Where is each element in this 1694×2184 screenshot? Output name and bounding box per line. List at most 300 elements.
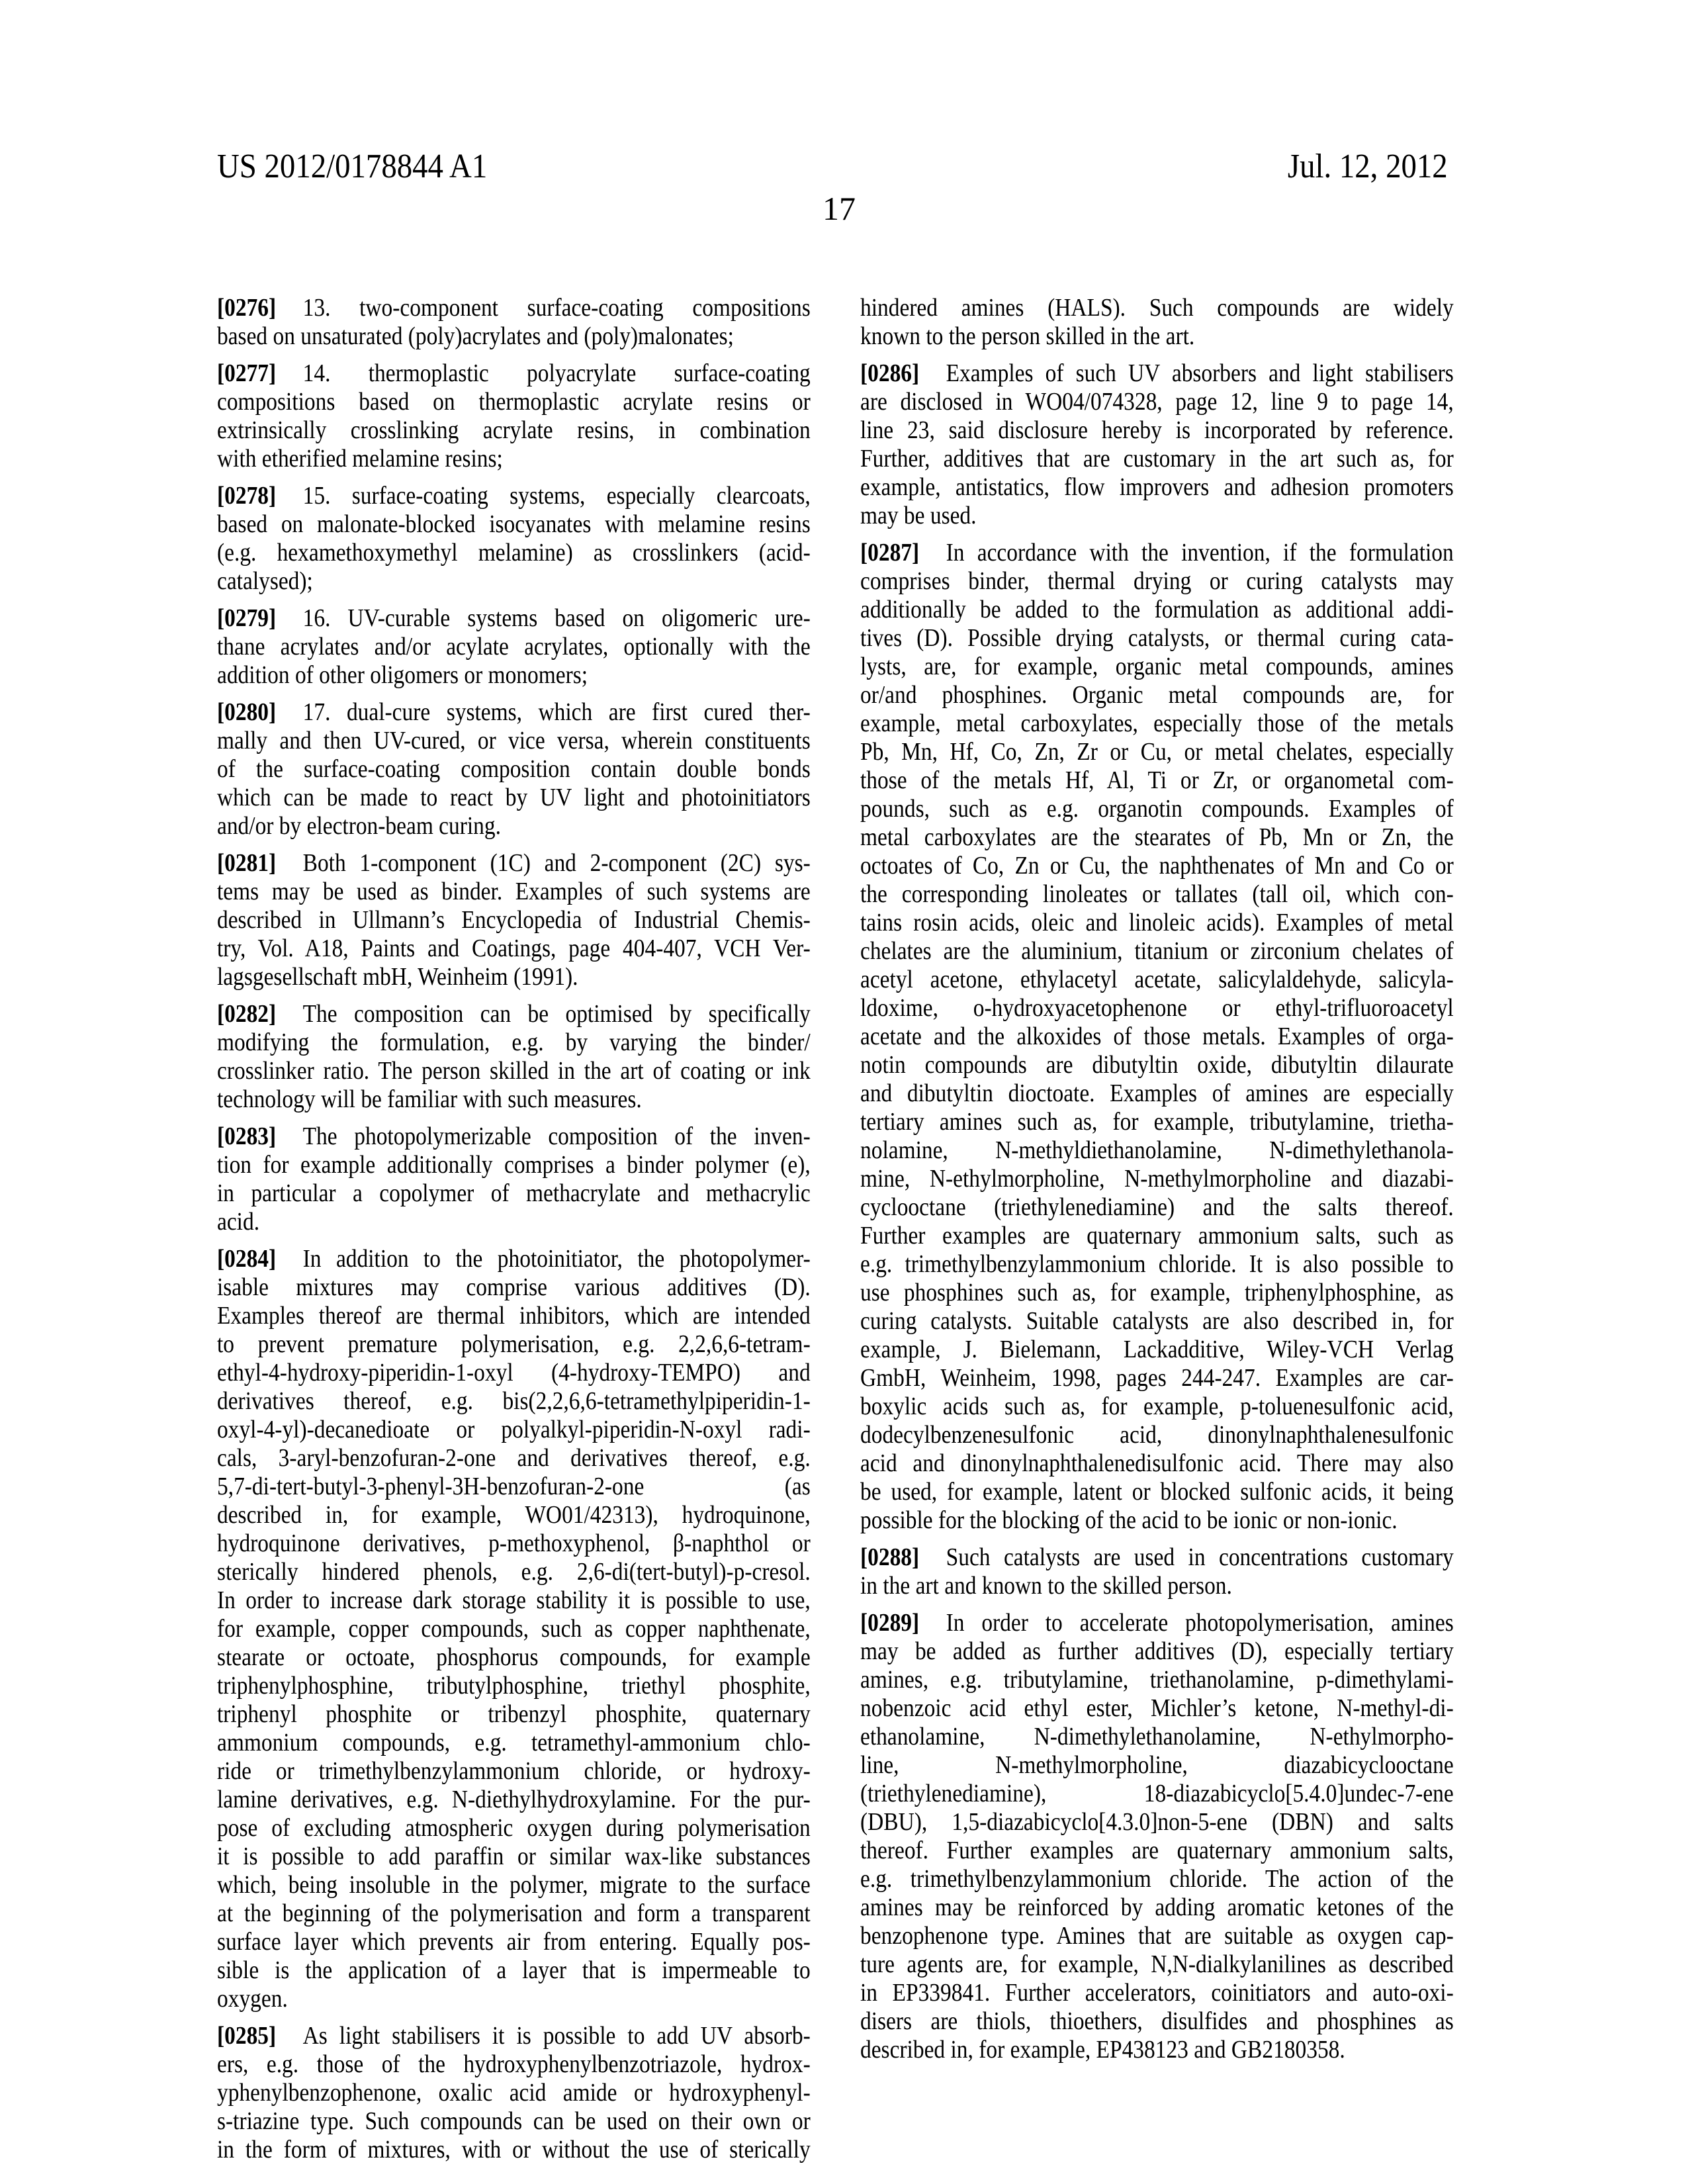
text-line — [860, 766, 1454, 795]
line-content — [860, 1723, 1454, 1751]
publication-date: Jul. 12, 2012 — [1288, 147, 1448, 187]
line-content — [860, 1165, 1454, 1193]
line-content — [217, 1028, 811, 1057]
text-line — [860, 2036, 1454, 2064]
text-line — [217, 1359, 811, 1387]
line-text: GmbH, Weinheim, 1998, pages 244-247. Examples are car- — [860, 1364, 1454, 1392]
line-text: ldoxime, o-hydroxyacetophenone or ethyl-trifluoroacetyl — [860, 994, 1454, 1022]
text-line — [217, 849, 811, 878]
line-content — [217, 1444, 811, 1473]
line-content — [217, 1330, 811, 1359]
line-text: In accordance with the invention, if the formulation — [946, 539, 1454, 567]
paragraph — [860, 1543, 1454, 1600]
line-text: crosslinker ratio. The person skilled in the art of coating or ink — [217, 1057, 811, 1085]
line-text: tains rosin acids, oleic and linoleic acids). Examples of metal — [860, 909, 1454, 936]
line-text: which can be made to react by UV light and photoinitiators — [217, 784, 811, 811]
line-content — [217, 1956, 811, 1985]
text-line — [217, 2050, 811, 2079]
text-line — [860, 1279, 1454, 1307]
line-text: In order to increase dark storage stability it is possible to use, — [217, 1586, 811, 1614]
text-line — [860, 653, 1454, 681]
line-content — [860, 1922, 1454, 1950]
line-text: technology will be familiar with such measures. — [217, 1085, 642, 1113]
text-line — [860, 359, 1454, 388]
line-content — [860, 1780, 1454, 1808]
line-text: modifying the formulation, e.g. by varying the binder/ — [217, 1028, 811, 1056]
publication-number: US 2012/0178844 A1 — [217, 147, 487, 187]
text-line — [217, 2022, 811, 2050]
text-line — [217, 1273, 811, 1302]
line-text: boxylic acids such as, for example, p-toluenesulfonic acid, — [860, 1392, 1454, 1420]
line-text: line 23, said disclosure hereby is incorporated by reference. — [860, 416, 1454, 444]
text-line — [860, 1780, 1454, 1808]
line-text: triphenyl phosphite or tribenzyl phosphite, quaternary — [217, 1700, 811, 1728]
line-content — [860, 1421, 1454, 1449]
text-line — [860, 1751, 1454, 1780]
line-content — [217, 1899, 811, 1928]
text-line — [217, 1057, 811, 1085]
line-text: tives (D). Possible drying catalysts, or thermal curing cata- — [860, 624, 1454, 652]
text-line — [860, 1449, 1454, 1478]
line-content — [217, 1871, 811, 1899]
line-text: In order to accelerate photopolymerisation, amines — [946, 1609, 1454, 1637]
text-line — [217, 1085, 811, 1114]
line-text: disers are thiols, thioethers, disulfides and phosphines as — [860, 2007, 1454, 2035]
line-content — [217, 1473, 811, 1501]
line-content — [860, 1136, 1454, 1165]
line-content — [217, 1000, 811, 1028]
line-content — [860, 1543, 1454, 1572]
paragraph-number: [0276] — [217, 294, 276, 322]
line-content — [860, 653, 1454, 681]
text-line — [860, 1193, 1454, 1222]
text-line — [217, 604, 811, 633]
line-text: cals, 3-aryl-benzofuran-2-one and derivatives thereof, e.g. — [217, 1444, 811, 1472]
line-text: pose of excluding atmospheric oxygen during polymerisation — [217, 1814, 811, 1842]
text-line — [217, 1757, 811, 1786]
line-content — [860, 1250, 1454, 1279]
line-content — [860, 1307, 1454, 1336]
line-content — [860, 1023, 1454, 1051]
text-line — [860, 1222, 1454, 1250]
text-line — [217, 1122, 811, 1151]
line-content — [860, 1193, 1454, 1222]
line-text: cyclooctane (triethylenediamine) and the salts thereof. — [860, 1193, 1454, 1221]
line-text: derivatives thereof, e.g. bis(2,2,6,6-tetramethylpiperidin-1- — [217, 1387, 811, 1415]
text-line — [217, 1843, 811, 1871]
line-text: line, N-methylmorpholine, diazabicyclooctane — [860, 1751, 1454, 1779]
line-content — [860, 1279, 1454, 1307]
line-text: dodecylbenzenesulfonic acid, dinonylnaphthalenesulfonic — [860, 1421, 1454, 1449]
text-line — [217, 727, 811, 755]
line-text: Examples thereof are thermal inhibitors, which are intended — [217, 1302, 811, 1330]
line-text: those of the metals Hf, Al, Ti or Zr, or organometal com- — [860, 766, 1454, 794]
line-text: tems may be used as binder. Examples of such systems are — [217, 878, 811, 905]
line-content — [217, 812, 811, 841]
text-line — [860, 738, 1454, 766]
line-content — [217, 445, 811, 473]
text-line — [217, 1928, 811, 1956]
line-text: oxygen. — [217, 1985, 288, 2013]
text-line — [860, 1250, 1454, 1279]
line-content — [217, 1985, 811, 2013]
text-line — [217, 1330, 811, 1359]
line-content — [217, 1273, 811, 1302]
line-content — [860, 766, 1454, 795]
line-text: 15. surface-coating systems, especially clearcoats, — [303, 482, 811, 510]
text-line — [860, 681, 1454, 709]
text-line — [217, 294, 811, 322]
line-content — [217, 784, 811, 812]
line-content — [860, 2036, 1454, 2064]
line-content — [217, 934, 811, 963]
paragraph — [217, 1245, 811, 2013]
line-text: described in Ullmann’s Encyclopedia of Industrial Chemis- — [217, 906, 811, 934]
line-text: notin compounds are dibutyltin oxide, dibutyltin dilaurate — [860, 1051, 1454, 1079]
text-line — [217, 1501, 811, 1529]
text-line — [860, 1572, 1454, 1600]
text-line — [217, 1700, 811, 1729]
line-content — [217, 604, 811, 633]
line-text: ers, e.g. those of the hydroxyphenylbenzotriazole, hydrox- — [217, 2050, 811, 2078]
line-content — [217, 1558, 811, 1586]
line-text: surface layer which prevents air from entering. Equally pos- — [217, 1928, 811, 1956]
line-content — [217, 1729, 811, 1757]
line-content — [860, 1609, 1454, 1637]
line-content — [217, 2079, 811, 2107]
text-line — [860, 445, 1454, 473]
paragraph-number: [0279] — [217, 604, 276, 632]
line-content — [217, 2050, 811, 2079]
line-content — [860, 1079, 1454, 1108]
line-content — [860, 1666, 1454, 1694]
line-text: Such catalysts are used in concentrations customary — [946, 1543, 1454, 1571]
line-content — [217, 1786, 811, 1814]
text-line — [217, 1302, 811, 1330]
text-line — [217, 2136, 811, 2164]
line-text: Both 1-component (1C) and 2-component (2C) sys- — [303, 849, 811, 877]
line-content — [217, 294, 811, 322]
line-content — [217, 1359, 811, 1387]
text-line — [860, 1307, 1454, 1336]
line-text: stearate or octoate, phosphorus compounds, for example — [217, 1643, 811, 1671]
line-text: in EP339841. Further accelerators, coinitiators and auto-oxi- — [860, 1979, 1454, 2007]
line-content — [217, 1387, 811, 1416]
paragraph — [217, 604, 811, 690]
line-content — [860, 738, 1454, 766]
text-line — [217, 1899, 811, 1928]
line-text: mally and then UV-cured, or vice versa, wherein constituents — [217, 727, 811, 754]
line-content — [217, 755, 811, 784]
line-text: extrinsically crosslinking acrylate resins, in combination — [217, 416, 811, 444]
text-line — [860, 937, 1454, 966]
line-text: nobenzoic acid ethyl ester, Michler’s ketone, N-methyl-di- — [860, 1694, 1454, 1722]
paragraph — [217, 2022, 811, 2164]
line-text: (DBU), 1,5-diazabicyclo[4.3.0]non-5-ene (DBN) and salts — [860, 1808, 1454, 1836]
text-line — [217, 1558, 811, 1586]
line-content — [217, 698, 811, 727]
line-text: (triethylenediamine), 18-diazabicyclo[5.4.0]undec-7-ene — [860, 1780, 1454, 1807]
line-text: ride or trimethylbenzylammonium chloride, or hydroxy- — [217, 1757, 811, 1785]
line-text: isable mixtures may comprise various additives (D). — [217, 1273, 811, 1301]
line-content — [217, 906, 811, 934]
line-text: 5,7-di-tert-butyl-3-phenyl-3H-benzofuran-2-one (as — [217, 1473, 811, 1500]
line-content — [217, 1085, 811, 1114]
line-text: in the form of mixtures, with or without the use of sterically — [217, 2136, 811, 2163]
paragraph-number: [0277] — [217, 359, 276, 387]
line-content — [860, 1364, 1454, 1392]
line-content — [217, 1416, 811, 1444]
line-content — [860, 1893, 1454, 1922]
line-text: thereof. Further examples are quaternary ammonium salts, — [860, 1837, 1454, 1864]
line-text: sterically hindered phenols, e.g. 2,6-di(tert-butyl)-p-cresol. — [217, 1558, 811, 1586]
line-content — [860, 1979, 1454, 2007]
line-content — [860, 539, 1454, 567]
text-line — [860, 596, 1454, 624]
text-line — [860, 1694, 1454, 1723]
line-content — [860, 1336, 1454, 1364]
text-line — [860, 1506, 1454, 1535]
line-text: try, Vol. A18, Paints and Coatings, page 404-407, VCH Ver- — [217, 934, 811, 962]
line-text: sible is the application of a layer that is impermeable to — [217, 1956, 811, 1984]
text-line — [860, 1837, 1454, 1865]
line-text: ethanolamine, N-dimethylethanolamine, N-ethylmorpho- — [860, 1723, 1454, 1751]
text-line — [860, 1543, 1454, 1572]
line-content — [217, 482, 811, 510]
line-text: with etherified melamine resins; — [217, 445, 503, 473]
text-line — [860, 1478, 1454, 1506]
line-text: pounds, such as e.g. organotin compounds. Examples of — [860, 795, 1454, 823]
line-content — [860, 502, 1454, 530]
line-text: benzophenone type. Amines that are suitable as oxygen cap- — [860, 1922, 1454, 1950]
text-line — [860, 1609, 1454, 1637]
line-text: comprises binder, thermal drying or curing catalysts may — [860, 567, 1454, 595]
text-line — [217, 1444, 811, 1473]
line-content — [860, 445, 1454, 473]
text-line — [860, 1364, 1454, 1392]
line-content — [217, 727, 811, 755]
line-content — [860, 823, 1454, 852]
line-text: in the art and known to the skilled person. — [860, 1572, 1232, 1600]
text-line — [860, 966, 1454, 994]
text-line — [860, 567, 1454, 596]
text-line — [860, 1865, 1454, 1893]
paragraph — [860, 294, 1454, 351]
line-text: or/and phosphines. Organic metal compounds are, for — [860, 681, 1454, 709]
line-content — [217, 1208, 811, 1236]
paragraph — [217, 1000, 811, 1114]
text-line — [217, 1729, 811, 1757]
paragraph — [217, 698, 811, 841]
line-content — [860, 1449, 1454, 1478]
line-text: Further, additives that are customary in the art such as, for — [860, 445, 1454, 473]
text-line — [217, 633, 811, 661]
line-text: thane acrylates and/or acylate acrylates, optionally with the — [217, 633, 811, 660]
line-text: are disclosed in WO04/074328, page 12, line 9 to page 14, — [860, 388, 1454, 416]
line-text: amines may be reinforced by adding aromatic ketones of the — [860, 1893, 1454, 1921]
text-line — [217, 1956, 811, 1985]
text-line — [217, 698, 811, 727]
line-text: In addition to the photoinitiator, the photopolymer- — [303, 1245, 811, 1273]
text-line — [860, 709, 1454, 738]
line-content — [860, 1751, 1454, 1780]
line-text: acetyl acetone, ethylacetyl acetate, salicylaldehyde, salicyla- — [860, 966, 1454, 993]
line-content — [217, 1757, 811, 1786]
line-text: based on unsaturated (poly)acrylates and (poly)malonates; — [217, 322, 734, 350]
line-content — [217, 633, 811, 661]
line-content — [860, 416, 1454, 445]
line-text: ethyl-4-hydroxy-piperidin-1-oxyl (4-hydroxy-TEMPO) and — [217, 1359, 811, 1387]
text-line — [217, 539, 811, 567]
text-line — [860, 880, 1454, 909]
text-line — [217, 2107, 811, 2136]
line-text: acid and dinonylnaphthalenedisulfonic acid. There may also — [860, 1449, 1454, 1477]
paragraph — [217, 1122, 811, 1236]
page-number: 17 — [823, 189, 856, 228]
line-content — [860, 1950, 1454, 1979]
text-line — [217, 1672, 811, 1700]
line-content — [217, 2136, 811, 2164]
text-line — [860, 1023, 1454, 1051]
text-line — [860, 1893, 1454, 1922]
line-content — [217, 388, 811, 416]
left-column — [217, 294, 811, 2164]
line-text: 13. two-component surface-coating compositions — [303, 294, 811, 322]
text-line — [860, 852, 1454, 880]
paragraph — [217, 849, 811, 991]
line-text: use phosphines such as, for example, triphenylphosphine, as — [860, 1279, 1454, 1306]
line-text: e.g. trimethylbenzylammonium chloride. The action of the — [860, 1865, 1454, 1893]
text-line — [217, 1871, 811, 1899]
line-text: 16. UV-curable systems based on oligomeric ure- — [303, 604, 811, 632]
line-text: acetate and the alkoxides of those metals. Examples of orga- — [860, 1023, 1454, 1050]
text-line — [860, 502, 1454, 530]
line-content — [860, 322, 1454, 351]
line-content — [860, 1478, 1454, 1506]
text-line — [860, 994, 1454, 1023]
line-text: based on malonate-blocked isocyanates with melamine resins — [217, 510, 811, 538]
line-text: lagsgesellschaft mbH, Weinheim (1991). — [217, 963, 578, 991]
line-content — [860, 1865, 1454, 1893]
line-content — [860, 795, 1454, 823]
line-content — [217, 567, 811, 596]
line-text: 17. dual-cure systems, which are first cured ther- — [303, 698, 811, 726]
line-text: and/or by electron-beam curing. — [217, 812, 501, 840]
text-line — [217, 1786, 811, 1814]
line-content — [860, 1051, 1454, 1079]
line-text: ammonium compounds, e.g. tetramethyl-ammonium chlo- — [217, 1729, 811, 1756]
line-text: hydroquinone derivatives, p-methoxyphenol, β-naphthol or — [217, 1529, 811, 1557]
text-line — [217, 1208, 811, 1236]
text-line — [217, 322, 811, 351]
line-text: addition of other oligomers or monomers; — [217, 661, 588, 689]
text-line — [860, 416, 1454, 445]
line-content — [860, 1506, 1454, 1535]
paragraph-number: [0287] — [860, 539, 919, 567]
line-text: example, J. Bielemann, Lackadditive, Wiley-VCH Verlag — [860, 1336, 1454, 1363]
paragraph-number: [0282] — [217, 1000, 276, 1028]
line-text: s-triazine type. Such compounds can be used on their own or — [217, 2107, 811, 2135]
line-content — [860, 294, 1454, 322]
line-content — [217, 1179, 811, 1208]
line-text: e.g. trimethylbenzylammonium chloride. It is also possible to — [860, 1250, 1454, 1278]
text-line — [217, 1416, 811, 1444]
line-text: described in, for example, WO01/42313), hydroquinone, — [217, 1501, 811, 1529]
text-line — [217, 1245, 811, 1273]
line-text: metal carboxylates are the stearates of Pb, Mn or Zn, the — [860, 823, 1454, 851]
line-content — [217, 539, 811, 567]
right-column — [860, 294, 1454, 2064]
paragraph-number: [0280] — [217, 698, 276, 726]
line-content — [217, 849, 811, 878]
paragraph — [217, 482, 811, 596]
paragraph-number: [0285] — [217, 2022, 276, 2050]
line-content — [217, 510, 811, 539]
text-line — [860, 1421, 1454, 1449]
text-line — [217, 963, 811, 991]
line-content — [217, 878, 811, 906]
text-line — [217, 878, 811, 906]
text-line — [217, 1000, 811, 1028]
line-content — [217, 1700, 811, 1729]
paragraph-number: [0283] — [217, 1122, 276, 1150]
line-content — [217, 1643, 811, 1672]
line-content — [860, 388, 1454, 416]
line-content — [217, 1529, 811, 1558]
line-content — [217, 963, 811, 991]
line-content — [217, 1122, 811, 1151]
text-line — [217, 934, 811, 963]
line-content — [860, 2007, 1454, 2036]
line-text: Pb, Mn, Hf, Co, Zn, Zr or Cu, or metal chelates, especially — [860, 738, 1454, 766]
text-line — [217, 482, 811, 510]
text-line — [860, 1392, 1454, 1421]
line-text: ture agents are, for example, N,N-dialkylanilines as described — [860, 1950, 1454, 1978]
line-content — [860, 567, 1454, 596]
line-text: chelates are the aluminium, titanium or zirconium chelates of — [860, 937, 1454, 965]
line-content — [217, 1245, 811, 1273]
line-text: yphenylbenzophenone, oxalic acid amide or hydroxyphenyl- — [217, 2079, 811, 2107]
text-line — [860, 1666, 1454, 1694]
text-line — [860, 1723, 1454, 1751]
line-content — [217, 2022, 811, 2050]
text-line — [860, 795, 1454, 823]
text-line — [217, 1473, 811, 1501]
line-text: 14. thermoplastic polyacrylate surface-coating — [303, 359, 811, 387]
paragraph-number: [0286] — [860, 359, 919, 387]
line-content — [860, 1808, 1454, 1837]
text-line — [217, 1814, 811, 1843]
line-content — [860, 1694, 1454, 1723]
line-text: the corresponding linoleates or tallates (tall oil, which con- — [860, 880, 1454, 908]
line-content — [217, 1151, 811, 1179]
line-content — [217, 1928, 811, 1956]
line-content — [860, 852, 1454, 880]
paragraph — [860, 539, 1454, 1535]
text-line — [217, 1151, 811, 1179]
paragraph-number: [0281] — [217, 849, 276, 877]
text-line — [860, 1950, 1454, 1979]
text-line — [860, 1922, 1454, 1950]
line-text: for example, copper compounds, such as copper naphthenate, — [217, 1615, 811, 1643]
text-line — [860, 1136, 1454, 1165]
line-text: curing catalysts. Suitable catalysts are also described in, for — [860, 1307, 1454, 1335]
line-text: described in, for example, EP438123 and GB2180358. — [860, 2036, 1345, 2064]
text-line — [860, 473, 1454, 502]
line-content — [860, 909, 1454, 937]
line-text: tion for example additionally comprises a binder polymer (e), — [217, 1151, 811, 1179]
text-line — [860, 1979, 1454, 2007]
